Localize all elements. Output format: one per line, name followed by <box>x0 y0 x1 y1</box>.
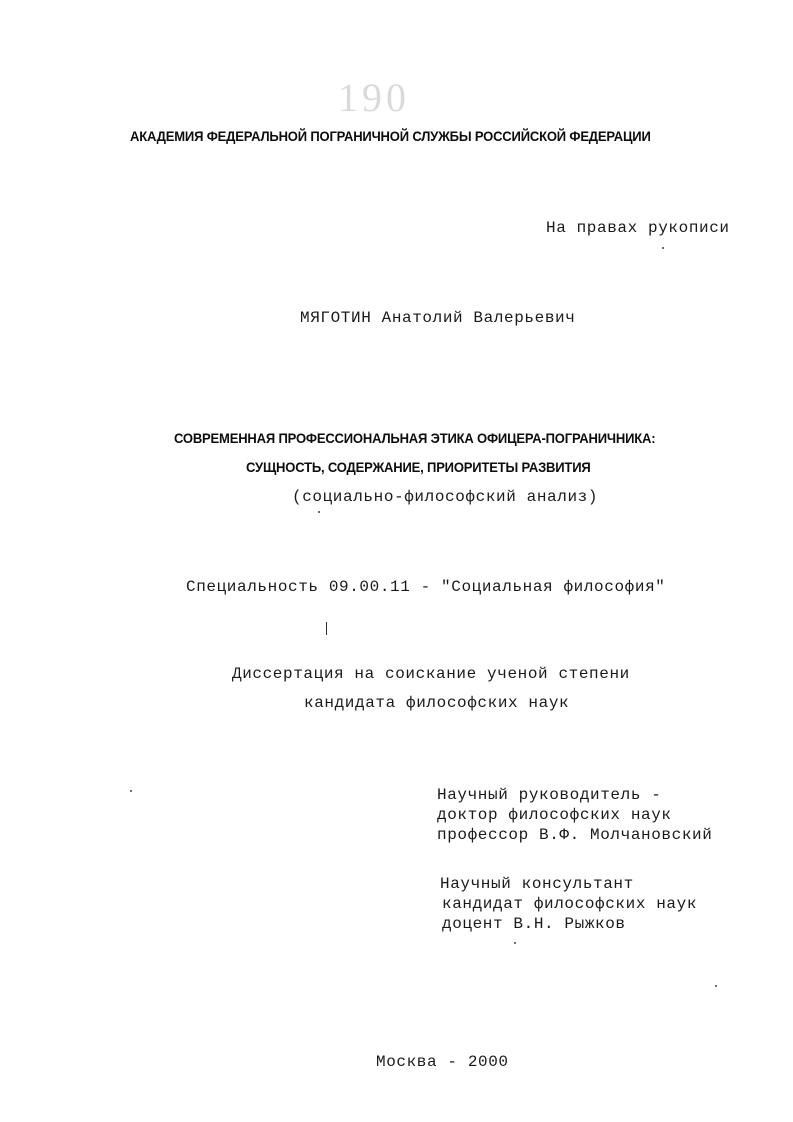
supervisor-name: профессор В.Ф. Молчановский <box>437 826 713 844</box>
supervisor-label: Научный руководитель - <box>437 786 662 804</box>
dissertation-title-line-2: СУЩНОСТЬ, СОДЕРЖАНИЕ, ПРИОРИТЕТЫ РАЗВИТИЯ <box>246 459 591 475</box>
city-and-year: Москва - 2000 <box>376 1053 509 1071</box>
dissertation-subtitle: (социально-философский анализ) <box>292 488 599 506</box>
consultant-name: доцент В.Н. Рыжков <box>442 915 626 933</box>
scan-speck <box>514 942 516 944</box>
degree-line-1: Диссертация на соискание ученой степени <box>232 665 630 683</box>
degree-line-2: кандидата философских наук <box>304 694 570 712</box>
stray-mark <box>326 622 327 635</box>
manuscript-rights-note: На правах рукописи <box>546 219 730 237</box>
supervisor-degree: доктор философских наук <box>437 806 672 824</box>
scan-speck <box>318 511 320 513</box>
scan-speck <box>715 985 717 987</box>
consultant-degree: кандидат философских наук <box>442 895 698 913</box>
consultant-label: Научный консультант <box>440 875 634 893</box>
scan-speck <box>662 247 664 249</box>
scan-speck <box>130 790 132 792</box>
specialty-line: Специальность 09.00.11 - "Социальная философия" <box>186 578 666 596</box>
author-name: МЯГОТИН Анатолий Валерьевич <box>300 309 576 327</box>
institution-header: АКАДЕМИЯ ФЕДЕРАЛЬНОЙ ПОГРАНИЧНОЙ СЛУЖБЫ РОССИЙСКОЙ ФЕДЕРАЦИИ <box>130 128 651 144</box>
dissertation-title-line-1: СОВРЕМЕННАЯ ПРОФЕССИОНАЛЬНАЯ ЭТИКА ОФИЦЕРА-ПОГРАНИЧНИКА: <box>174 430 656 446</box>
faded-stamp-mark: 190 <box>338 75 410 120</box>
